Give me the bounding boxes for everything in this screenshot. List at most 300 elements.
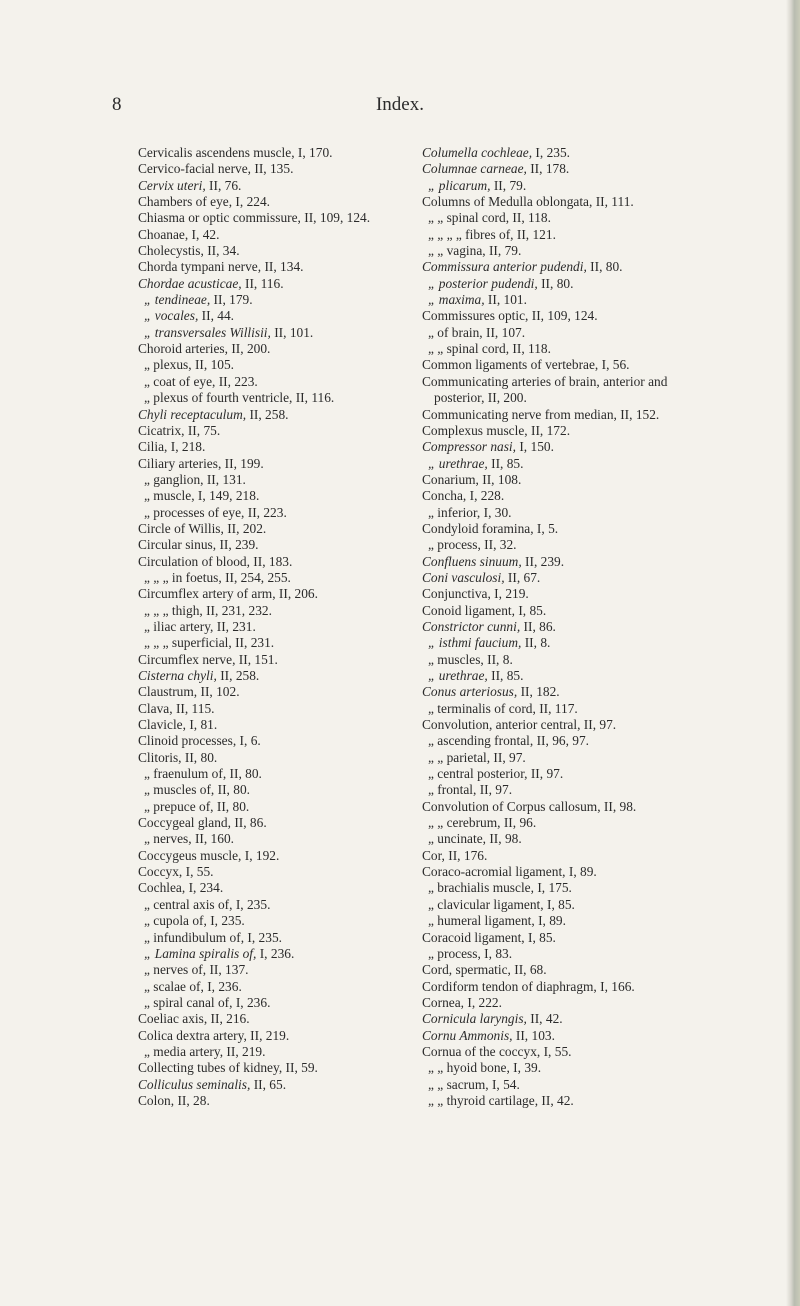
index-entry <box>138 554 400 570</box>
entry-term: „ process, <box>428 537 481 553</box>
index-entry <box>138 831 400 847</box>
entry-term: Chambers of eye, <box>138 194 233 210</box>
entry-reference: II, 97. <box>527 766 564 782</box>
index-entry <box>422 145 697 161</box>
index-entry <box>422 292 697 308</box>
entry-reference: II, 86. <box>230 815 267 831</box>
entry-term: „ central posterior, <box>428 766 528 782</box>
entry-term: Collecting tubes of kidney, <box>138 1060 283 1076</box>
index-entry <box>422 652 697 668</box>
entry-reference: I, 54. <box>488 1076 520 1092</box>
entry-term: Conarium, <box>422 471 479 487</box>
index-entry <box>138 946 400 962</box>
entry-reference: II, 200. <box>228 341 271 357</box>
entry-term: Circle of Willis, <box>138 520 224 536</box>
entry-reference: I, 228. <box>466 488 505 504</box>
entry-reference: I, 235. <box>232 896 271 912</box>
entry-term: Compressor nasi, <box>422 439 516 455</box>
index-entry <box>138 652 400 668</box>
entry-reference: I, 166. <box>596 978 635 994</box>
entry-reference: II, 98. <box>486 831 522 847</box>
entry-term: „ nerves, <box>144 831 192 847</box>
index-entry <box>422 864 697 880</box>
index-entry <box>138 1060 400 1076</box>
entry-term: „ inferior, <box>428 504 481 520</box>
index-entry <box>422 276 697 292</box>
index-entry <box>422 537 697 553</box>
entry-term: „ central axis of, <box>144 896 233 912</box>
entry-term: Clavicle, <box>138 717 186 733</box>
page-title: Index. <box>375 94 424 115</box>
entry-reference: I, 42. <box>188 226 220 242</box>
entry-reference: II, 258. <box>246 406 289 422</box>
entry-reference: I, 85. <box>543 896 575 912</box>
entry-reference: II, 109, 124. <box>300 210 371 226</box>
entry-term: „ brachialis muscle, <box>428 880 534 896</box>
entry-reference: II, 79. <box>490 177 527 193</box>
entry-term: „ processes of eye, <box>144 504 245 520</box>
entry-term: „ nerves of, <box>144 962 207 978</box>
index-entry <box>422 913 697 929</box>
index-entry <box>422 946 697 962</box>
index-entry <box>138 194 400 210</box>
entry-reference: I, 234. <box>185 880 224 896</box>
entry-term: Coccygeus muscle, <box>138 847 242 863</box>
entry-reference: I, 175. <box>533 880 572 896</box>
index-entry <box>138 521 400 537</box>
index-entry <box>138 374 400 390</box>
index-entry <box>138 570 400 586</box>
entry-term: Complexus muscle, <box>422 422 528 438</box>
index-entry <box>138 161 400 177</box>
page-header <box>0 93 800 117</box>
entry-term: „ urethrae, <box>428 668 488 683</box>
entry-reference: II, 97. <box>580 717 617 733</box>
entry-reference: II, 176. <box>444 847 488 863</box>
entry-term: „ clavicular ligament, <box>428 896 544 912</box>
entry-term: Circulation of blood, <box>138 553 250 569</box>
index-entry <box>138 701 400 717</box>
page-edge <box>786 0 800 1306</box>
index-entry <box>422 848 697 864</box>
index-entry <box>138 586 400 602</box>
index-entry <box>138 1011 400 1027</box>
entry-reference: II, 102. <box>197 684 240 700</box>
index-entry <box>138 962 400 978</box>
index-entry <box>422 815 697 831</box>
index-entry <box>422 880 697 896</box>
index-column-right <box>422 145 697 1109</box>
entry-term: „ coat of eye, <box>144 373 216 389</box>
entry-term: „ spiral canal of, <box>144 994 233 1010</box>
entry-reference: II, 8. <box>521 635 551 651</box>
index-entry <box>138 423 400 439</box>
entry-reference: I, 85. <box>524 929 556 945</box>
entry-term: „ „ „ thigh, <box>144 602 203 618</box>
index-entry <box>138 456 400 472</box>
entry-reference: I, 219. <box>490 586 529 602</box>
entry-term: Claustrum, <box>138 684 198 700</box>
entry-reference: II, 118. <box>509 210 551 226</box>
entry-reference: II, 79. <box>485 243 522 259</box>
index-entry <box>138 619 400 635</box>
index-entry <box>138 995 400 1011</box>
entry-reference: II, 219. <box>246 1027 290 1043</box>
entry-term: „ „ „ „ fibres of, <box>428 226 514 242</box>
entry-reference: II, 42. <box>538 1092 574 1108</box>
entry-reference: I, 236. <box>203 978 242 994</box>
entry-term: „ „ spinal cord, <box>428 341 510 357</box>
entry-term: Columns of Medulla oblongata, <box>422 194 593 210</box>
index-entry <box>422 210 697 226</box>
entry-reference: I, 89. <box>534 913 566 929</box>
entry-term: „ posterior pudendi, <box>428 275 538 291</box>
entry-term: Convolution of Corpus callosum, <box>422 798 601 814</box>
entry-term: „ „ vagina, <box>428 243 486 259</box>
entry-reference: II, 80. <box>226 766 262 782</box>
index-entry <box>422 619 697 635</box>
index-entry <box>422 423 697 439</box>
entry-term: „ „ hyoid bone, <box>428 1060 510 1076</box>
index-entry <box>138 472 400 488</box>
entry-reference: I, 222. <box>464 994 502 1010</box>
entry-term: „ infundibulum of, <box>144 929 245 945</box>
entry-term: Conoid ligament, <box>422 602 515 618</box>
page-number: 8 <box>112 94 122 115</box>
entry-reference: II, 96. <box>500 815 537 831</box>
entry-term: Ciliary arteries, <box>138 455 222 471</box>
entry-reference: II, 97. <box>476 782 513 798</box>
index-entry <box>422 1028 697 1044</box>
entry-reference: I, 85. <box>514 602 547 618</box>
entry-term: „ process, <box>428 945 481 961</box>
entry-term: Colliculus seminalis, <box>138 1076 251 1092</box>
index-entry <box>422 1093 697 1109</box>
entry-reference: I, 235. <box>206 913 245 929</box>
entry-reference: II, 183. <box>249 553 293 569</box>
entry-term: Common ligaments of vertebrae, <box>422 357 599 373</box>
index-entry <box>138 864 400 880</box>
index-entry <box>138 635 400 651</box>
entry-term: Coccygeal gland, <box>138 815 231 831</box>
index-entry <box>422 407 697 423</box>
index-entry <box>138 488 400 504</box>
entry-term: „ „ thyroid cartilage, <box>428 1092 539 1108</box>
index-entry <box>422 554 697 570</box>
index-entry <box>422 521 697 537</box>
entry-reference: II, 116. <box>241 275 284 291</box>
entry-reference: II, 65. <box>250 1076 287 1092</box>
entry-term: Cilia, <box>138 439 168 455</box>
entry-reference: II, 151. <box>235 651 278 667</box>
entry-term: „ vocales, <box>144 308 199 324</box>
index-entry <box>422 782 697 798</box>
entry-term: Concha, <box>422 488 467 504</box>
index-entry <box>422 1011 697 1027</box>
entry-reference: II, 76. <box>205 177 242 193</box>
entry-term: Conjunctiva, <box>422 586 491 602</box>
index-entry <box>422 325 697 341</box>
entry-term: Cor, <box>422 847 445 863</box>
index-entry <box>422 227 697 243</box>
entry-reference: II, 96, 97. <box>533 733 590 749</box>
index-entry <box>422 243 697 259</box>
entry-reference: II, 28. <box>174 1092 210 1108</box>
index-entry <box>138 815 400 831</box>
index-entry <box>138 668 400 684</box>
entry-reference: II, 219. <box>223 1043 266 1059</box>
entry-term: Cord, spermatic, <box>422 962 511 978</box>
entry-term: Clava, <box>138 700 173 716</box>
entry-term: „ fraenulum of, <box>144 766 227 782</box>
index-entry <box>138 178 400 194</box>
entry-reference: II, 135. <box>251 161 294 177</box>
entry-term: „ media artery, <box>144 1043 224 1059</box>
entry-reference: II, 216. <box>207 1011 250 1027</box>
index-entry <box>138 145 400 161</box>
entry-reference: II, 179. <box>210 292 253 308</box>
entry-term: Circumflex artery of arm, <box>138 586 276 602</box>
entry-term: Circumflex nerve, <box>138 651 236 667</box>
index-entry <box>138 979 400 995</box>
entry-reference: I, 224. <box>232 194 271 210</box>
entry-term: „ plicarum, <box>428 177 491 193</box>
entry-term: „ muscles of, <box>144 782 215 798</box>
index-entry <box>422 750 697 766</box>
index-entry <box>138 684 400 700</box>
entry-term: Cervico-facial nerve, <box>138 161 252 177</box>
entry-reference: II, 152. <box>616 406 660 422</box>
entry-term: Constrictor cunni, <box>422 618 521 634</box>
entry-term: „ ascending frontal, <box>428 733 534 749</box>
index-entry <box>422 799 697 815</box>
entry-reference: II, 108. <box>478 471 522 487</box>
index-entry <box>138 505 400 521</box>
index-entry <box>138 439 400 455</box>
index-entry <box>422 586 697 602</box>
entry-reference: II, 231. <box>213 618 256 634</box>
entry-term: „ muscle, <box>144 488 195 504</box>
index-entry <box>138 341 400 357</box>
index-entry <box>422 505 697 521</box>
index-entry <box>138 276 400 292</box>
entry-term: Cochlea, <box>138 880 186 896</box>
entry-term: „ „ „ in foetus, <box>144 569 222 585</box>
entry-reference: II, 131. <box>203 471 246 487</box>
index-entry <box>422 635 697 651</box>
entry-reference: II, 231. <box>231 635 275 651</box>
entry-term: Coni vasculosi, <box>422 569 505 585</box>
entry-term: Columella cochleae, <box>422 145 533 160</box>
entry-term: „ plexus of fourth ventricle, <box>144 390 293 406</box>
index-entry <box>138 537 400 553</box>
entry-reference: II, 137. <box>206 962 249 978</box>
entry-reference: I, 192. <box>241 847 280 863</box>
entry-reference: I, 39. <box>509 1060 542 1076</box>
entry-term: Circular sinus, <box>138 537 217 553</box>
entry-term: Communicating arteries of brain, anterior and posterior, <box>422 373 668 406</box>
entry-reference: II, 116. <box>292 390 335 406</box>
entry-reference: II, 117. <box>535 700 578 716</box>
entry-term: Choanae, <box>138 226 189 242</box>
index-entry <box>422 357 697 373</box>
entry-term: „ of brain, <box>428 324 483 340</box>
entry-term: Coccyx, <box>138 864 183 880</box>
entry-reference: I, 89. <box>565 864 597 880</box>
index-entry <box>422 259 697 275</box>
entry-reference: II, 200. <box>484 390 527 406</box>
entry-term: „ urethrae, <box>428 455 488 471</box>
entry-term: „ tendineae, <box>144 292 211 308</box>
entry-term: „ maxima, <box>428 292 485 308</box>
entry-term: Cicatrix, <box>138 422 185 438</box>
entry-reference: I, 170. <box>294 145 333 160</box>
entry-term: Cornu Ammonis, <box>422 1027 513 1043</box>
index-entry <box>138 880 400 896</box>
entry-reference: II, 182. <box>517 684 560 700</box>
entry-term: Convolution, anterior central, <box>422 717 581 733</box>
entry-term: Colon, <box>138 1092 175 1108</box>
index-entry <box>138 292 400 308</box>
entry-reference: II, 8. <box>483 651 513 667</box>
entry-reference: I, 236. <box>232 994 271 1010</box>
entry-reference: II, 178. <box>526 161 570 177</box>
entry-term: Columnae carneae, <box>422 161 527 177</box>
entry-reference: II, 118. <box>509 341 551 357</box>
entry-reference: II, 42. <box>526 1011 563 1027</box>
entry-reference: I, 150. <box>516 439 554 455</box>
index-entry <box>138 848 400 864</box>
index-entry <box>138 897 400 913</box>
entry-term: „ muscles, <box>428 651 484 667</box>
entry-reference: I, 81. <box>185 717 218 733</box>
entry-reference: I, 56. <box>598 357 630 373</box>
entry-term: Cisterna chyli, <box>138 668 217 683</box>
entry-term: Clinoid processes, <box>138 733 237 749</box>
entry-reference: II, 239. <box>521 553 565 569</box>
index-entry <box>138 1044 400 1060</box>
entry-term: „ cupola of, <box>144 913 207 929</box>
index-entry <box>422 701 697 717</box>
index-entry <box>422 897 697 913</box>
entry-reference: II, 32. <box>480 537 517 553</box>
entry-reference: II, 160. <box>191 831 234 847</box>
entry-reference: I, 235. <box>244 929 282 945</box>
index-entry <box>422 831 697 847</box>
entry-term: Cholecystis, <box>138 243 204 259</box>
index-entry <box>138 243 400 259</box>
entry-term: „ plexus, <box>144 357 192 373</box>
entry-reference: II, 105. <box>191 357 235 373</box>
index-entry <box>422 439 697 455</box>
entry-term: Cervicalis ascendens muscle, <box>138 145 295 160</box>
entry-reference: II, 258. <box>216 668 260 683</box>
entry-term: Cornea, <box>422 994 465 1010</box>
entry-term: „ scalae of, <box>144 978 204 994</box>
entry-reference: II, 223. <box>244 504 287 520</box>
index-entry <box>422 733 697 749</box>
entry-term: Coracoid ligament, <box>422 929 525 945</box>
entry-reference: II, 103. <box>512 1027 555 1043</box>
index-entry <box>138 259 400 275</box>
entry-reference: II, 134. <box>261 259 304 275</box>
index-entry <box>138 930 400 946</box>
entry-term: „ terminalis of cord, <box>428 700 536 716</box>
entry-reference: I, 236. <box>256 945 295 961</box>
entry-reference: II, 80. <box>214 782 250 798</box>
entry-term: Chiasma or optic commissure, <box>138 210 301 226</box>
entry-term: „ „ spinal cord, <box>428 210 510 226</box>
entry-reference: II, 223. <box>215 373 258 389</box>
entry-term: Conus arteriosus, <box>422 684 518 700</box>
index-entry <box>422 456 697 472</box>
index-entry <box>138 357 400 373</box>
index-entry <box>138 407 400 423</box>
entry-term: „ prepuce of, <box>144 798 214 814</box>
entry-term: Chyli receptaculum, <box>138 406 247 422</box>
entry-term: „ „ sacrum, <box>428 1076 489 1092</box>
index-entry <box>422 995 697 1011</box>
entry-term: Colica dextra artery, <box>138 1027 247 1043</box>
index-entry <box>422 1044 697 1060</box>
index-entry <box>422 161 697 177</box>
entry-reference: II, 254, 255. <box>221 569 291 585</box>
entry-reference: II, 231, 232. <box>202 602 272 618</box>
index-entry <box>422 374 697 407</box>
entry-term: Condyloid foramina, <box>422 520 534 536</box>
index-entry <box>138 227 400 243</box>
index-entry <box>422 308 697 324</box>
entry-term: Choroid arteries, <box>138 341 228 357</box>
index-entry <box>422 570 697 586</box>
index-entry <box>138 799 400 815</box>
entry-reference: II, 85. <box>487 455 524 471</box>
entry-reference: II, 172. <box>527 422 571 438</box>
index-entry <box>138 733 400 749</box>
entry-reference: II, 59. <box>282 1060 318 1076</box>
index-entry <box>422 194 697 210</box>
entry-term: Coraco-acromial ligament, <box>422 864 566 880</box>
entry-term: „ uncinate, <box>428 831 486 847</box>
entry-term: Cervix uteri, <box>138 177 206 193</box>
entry-term: Commissura anterior pudendi, <box>422 259 587 275</box>
entry-term: Confluens sinuum, <box>422 553 522 569</box>
entry-term: „ frontal, <box>428 782 477 798</box>
entry-reference: II, 107. <box>482 324 526 340</box>
entry-term: „ „ parietal, <box>428 749 491 765</box>
entry-term: Clitoris, <box>138 749 182 765</box>
entry-reference: II, 239. <box>216 537 259 553</box>
entry-term: Communicating nerve from median, <box>422 406 617 422</box>
index-entry <box>138 325 400 341</box>
index-entry <box>422 717 697 733</box>
entry-reference: I, 149, 218. <box>194 488 260 504</box>
index-entry <box>422 979 697 995</box>
index-entry <box>138 1093 400 1109</box>
index-entry <box>138 210 400 226</box>
entry-reference: II, 80. <box>213 798 250 814</box>
entry-reference: II, 111. <box>592 194 634 210</box>
index-entry <box>138 782 400 798</box>
entry-reference: I, 55. <box>182 864 214 880</box>
index-entry <box>422 603 697 619</box>
index-entry <box>138 1028 400 1044</box>
index-entry <box>138 308 400 324</box>
index-entry <box>422 1077 697 1093</box>
index-entry <box>138 913 400 929</box>
index-entry <box>422 472 697 488</box>
index-entry <box>138 750 400 766</box>
